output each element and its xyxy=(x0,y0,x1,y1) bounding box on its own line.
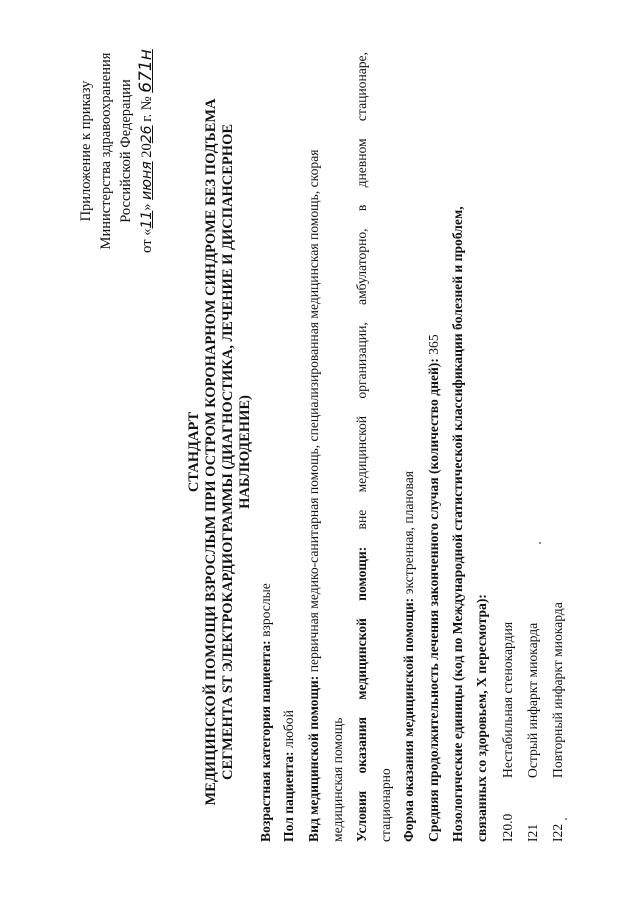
title-line-2: СЕГМЕНТА ST ЭЛЕКТРОКАРДИОГРАММЫ (ДИАГНОСТИКА, ЛЕЧЕНИЕ И ДИСПАНСЕРНОЕ xyxy=(220,123,236,781)
date-suffix: г. № xyxy=(139,96,155,122)
diagnosis-name: Повторный инфаркт миокарда xyxy=(550,602,565,778)
duration-value: 365 xyxy=(426,334,441,355)
date-mid: » xyxy=(139,203,155,211)
diagnosis-code: I22 xyxy=(550,823,565,842)
appendix-date-line xyxy=(136,26,157,276)
duration-label: Средняя продолжительность лечения законченного случая (количество дней): xyxy=(426,358,441,842)
diagnosis-row xyxy=(500,622,516,842)
date-year-prefix: 20 xyxy=(139,143,155,158)
date-day: 11 xyxy=(139,210,155,229)
nosology-line-2: связанных со здоровьем, X пересмотра): xyxy=(474,594,489,842)
care-type-row xyxy=(306,150,322,842)
date-prefix: от « xyxy=(139,228,155,253)
age-category-row xyxy=(258,583,274,842)
scan-speck xyxy=(565,818,567,820)
diagnosis-name: Нестабильная стенокардия xyxy=(500,621,515,778)
care-form-label: Форма оказания медицинской помощи: xyxy=(401,597,416,842)
diagnosis-code: I20.0 xyxy=(500,813,515,842)
conditions-continuation: стационарно xyxy=(378,768,393,842)
appendix-line-1: Приложение к приказу xyxy=(78,80,94,222)
duration-row xyxy=(426,334,442,842)
age-label: Возрастная категория пациента: xyxy=(258,640,273,842)
age-value: взрослые xyxy=(258,583,273,637)
diagnosis-name: Острый инфаркт миокарда xyxy=(525,622,540,778)
diagnosis-code: I21 xyxy=(525,823,540,842)
title-heading: СТАНДАРТ xyxy=(186,411,202,493)
conditions-label: Условия оказания медицинской помощи: xyxy=(354,546,369,842)
care-form-value: экстренная, плановая xyxy=(401,470,416,595)
care-type-continuation: медицинская помощь xyxy=(330,717,345,842)
date-month: июня xyxy=(139,161,155,200)
nosology-line-1: Нозологические единицы (код по Международной статистической классификации болезней и проблем, xyxy=(450,206,465,842)
title-line-3: НАБЛЮДЕНИЕ) xyxy=(237,395,253,509)
appendix-line-3: Российской Федерации xyxy=(118,79,134,223)
sex-row xyxy=(281,710,297,842)
sex-label: Пол пациента: xyxy=(281,751,296,842)
date-year: 26 xyxy=(139,125,155,144)
care-type-label: Вид медицинской помощи: xyxy=(306,675,321,842)
appendix-header xyxy=(76,26,157,276)
conditions-row xyxy=(354,52,370,842)
conditions-value: вне медицинской организации, амбулаторно, в дневном стационаре, xyxy=(354,52,369,530)
order-number: 671н xyxy=(136,49,156,93)
document-title xyxy=(186,18,254,886)
title-line-1: МЕДИЦИНСКОЙ ПОМОЩИ ВЗРОСЛЫМ ПРИ ОСТРОМ КОРОНАРНОМ СИНДРОМЕ БЕЗ ПОДЪЕМА xyxy=(203,98,219,806)
care-form-row xyxy=(401,471,417,842)
care-type-value: первичная медико-санитарная помощь, специализированная медицинская помощь, скорая xyxy=(306,149,321,673)
sex-value: любой xyxy=(281,710,296,749)
scan-speck xyxy=(539,542,541,544)
diagnosis-row xyxy=(525,623,541,842)
diagnosis-row xyxy=(550,602,566,842)
appendix-line-2: Министерства здравоохранения xyxy=(98,52,114,250)
